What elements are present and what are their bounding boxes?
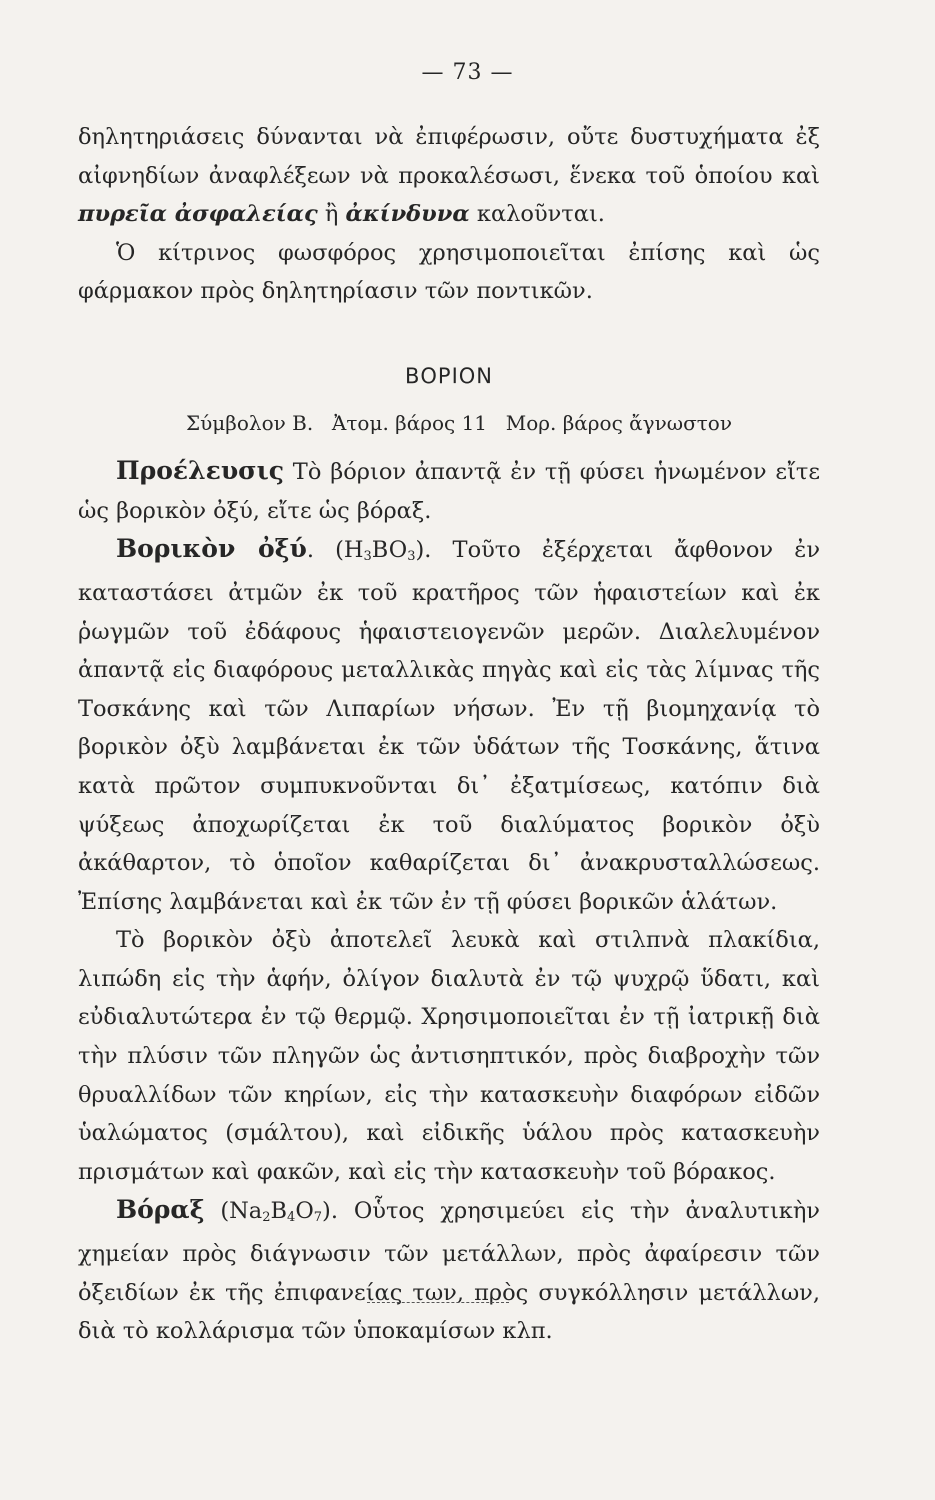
atomic-weight: Ἀτομ. βάρος 11 — [331, 410, 488, 435]
end-divider — [367, 1302, 509, 1303]
formula-part: BO — [371, 537, 408, 564]
paragraph-provenance — [78, 452, 820, 530]
formula-subscript: 2 — [262, 1210, 271, 1226]
formula-subscript: 3 — [363, 549, 372, 565]
text-run: Οὗτος χρησιμεύει εἰς τὴν ἀναλυτικὴν χημείαν πρὸς διάγνωσιν τῶν μετάλλων, πρὸς ἀφαίρεσιν τῶν ὀξειδίων ἐκ τῆς ἐπιφανείας των, πρὸς συγκόλλησιν μετάλλων, διὰ τὸ κολλάρισμα τῶν ὑποκαμίσων κλπ. — [78, 1198, 820, 1345]
formula-part: (Na — [204, 1198, 263, 1225]
formula-part: ). — [322, 1198, 338, 1225]
borax-formula — [204, 1198, 338, 1224]
paragraph-matches — [78, 118, 820, 234]
molecular-weight: Μορ. βάρος ἄγνωστον — [505, 410, 732, 435]
term-harmless: ἀκίνδυνα — [345, 201, 470, 228]
term-safety-matches: πυρεῖα ἀσφαλείας — [78, 201, 318, 228]
paragraph-uses: Τὸ βορικὸν ὀξὺ ἀποτελεῖ λευκὰ καὶ στιλπνὰ πλακίδια, λιπώδη εἰς τὴν ἁφήν, ὀλίγον διαλυτὰ ἐν τῷ ψυχρῷ ὕδατι, καὶ εὐδιαλυτώτερα ἐν τῷ θερμῷ. Χρησιμοποιεῖται ἐν τῇ ἰατρικῇ διὰ τὴν πλύσιν τῶν πληγῶν ὡς ἀντισηπτικόν, πρὸς διαβροχὴν τῶν θρυαλλίδων τῶν κηρίων, εἰς τὴν κατασκευὴν διαφόρων εἰδῶν ὑαλώματος (σμάλτου), καὶ εἰδικῆς ὑάλου πρὸς κατασκευὴν πρισμάτων καὶ φακῶν, καὶ εἰς τὴν κατασκευὴν τοῦ βόρακος. — [78, 927, 820, 1185]
formula-subscript: 7 — [313, 1210, 323, 1226]
paragraph-boric-acid — [78, 530, 820, 921]
paragraph-yellow-phosphorus: Ὁ κίτρινος φωσφόρος χρησιμοποιεῖται ἐπίσης καὶ ὡς φάρμακον πρὸς δηλητηρίασιν τῶν ποντικῶν. — [78, 239, 820, 305]
formula-part: B — [270, 1198, 288, 1225]
provenance-label: Προέλευσις — [116, 456, 284, 486]
text-run: Τὸ βόριον ἀπαντᾷ ἐν τῇ φύσει ἡνωμένον εἴτε ὡς βορικὸν ὀξύ, εἴτε ὡς βόραξ. — [78, 459, 820, 524]
text-run: δηλητηριάσεις δύνανται νὰ ἐπιφέρωσιν, οὔτε δυστυχήματα ἐξ αἰφνηδίων ἀναφλέξεων νὰ προκαλέσωσι, ἕνεκα τοῦ ὁποίου καὶ — [78, 124, 820, 189]
boric-acid-label: Βορικὸν ὀξύ — [116, 534, 307, 564]
formula-part: ). — [415, 537, 432, 564]
formula-subscript: 4 — [287, 1210, 296, 1226]
formula-subscript: 3 — [407, 549, 416, 565]
symbol: Σύμβολον Β. — [186, 410, 314, 435]
page-number: — 73 — — [421, 60, 514, 85]
section-title: ΒΟΡΙΟΝ — [404, 363, 494, 388]
text-run: ἢ — [317, 201, 346, 228]
body-text — [78, 118, 820, 1351]
paragraph-borax — [78, 1191, 820, 1350]
borax-label: Βόραξ — [116, 1195, 205, 1225]
text-run: Τοῦτο ἐξέρχεται ἄφθονον ἐν καταστάσει ἀτμῶν ἐκ τοῦ κρατῆρος τῶν ἡφαιστείων καὶ ἐκ ῥωγμῶν τοῦ ἐδάφους ἡφαιστειογενῶν μερῶν. Διαλελυμένον ἀπαντᾷ εἰς διαφόρους μεταλλικὰς πηγὰς καὶ εἰς τὰς λίμνας τῆς Τοσκάνης καὶ τῶν Λιπαρίων νήσων. Ἐν τῇ βιομηχανίᾳ τὸ βορικὸν ὀξὺ λαμβάνεται ἐκ τῶν ὑδάτων τῆς Τοσκάνης, ἅτινα κατὰ πρῶτον συμπυκνοῦνται δι᾿ ἐξατμίσεως, κατόπιν διὰ ψύξεως ἀποχωρίζεται ἐκ τοῦ διαλύματος βορικὸν ὀξὺ ἀκάθαρτον, τὸ ὁποῖον καθαρίζεται δι᾿ ἀνακρυσταλλώσεως. Ἐπίσης λαμβάνεται καὶ ἐκ τῶν ἐν τῇ φύσει βορικῶν ἁλάτων. — [78, 537, 820, 915]
text-run: καλοῦνται. — [469, 201, 605, 228]
formula-part: O — [295, 1198, 314, 1225]
boric-acid-formula — [307, 537, 432, 563]
element-specs — [78, 404, 820, 443]
formula-part: . (H — [306, 537, 364, 564]
